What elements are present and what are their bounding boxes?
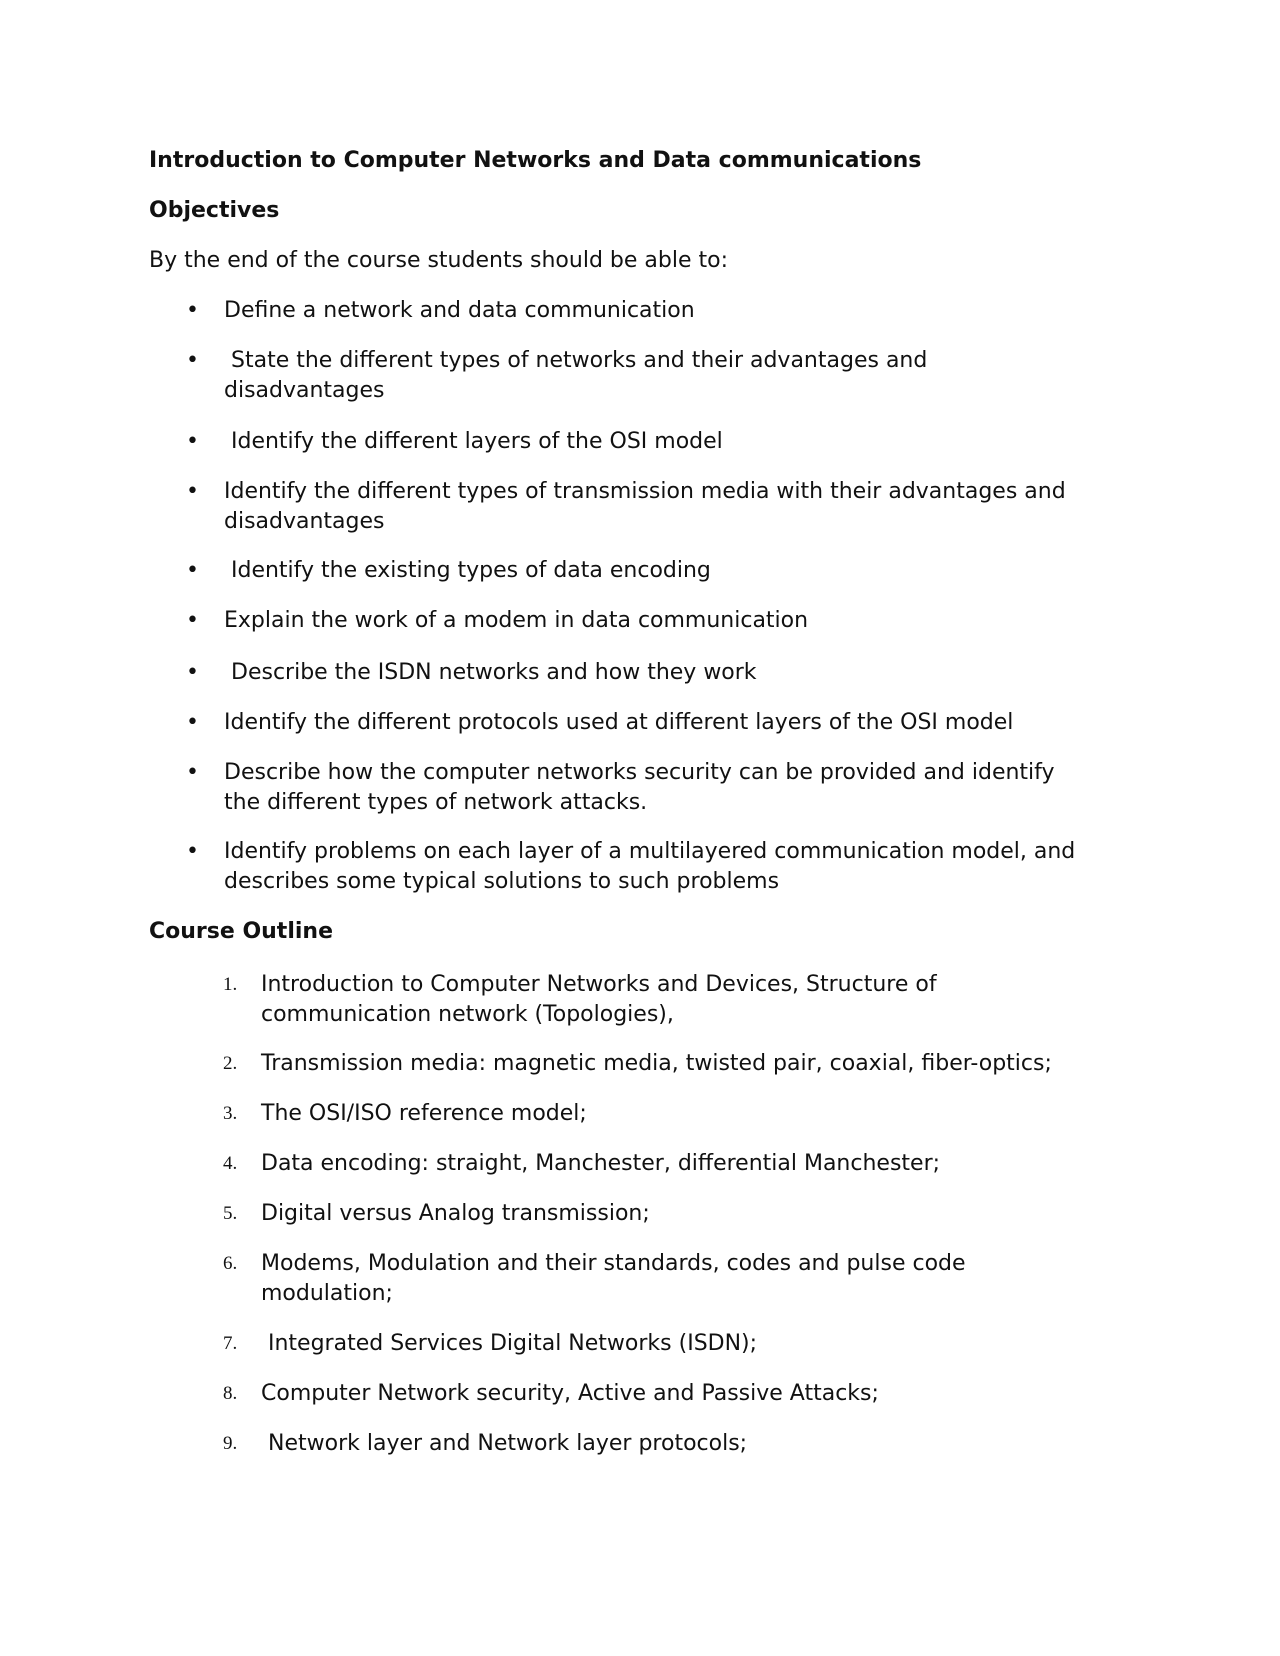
outline-text: Data encoding: straight, Manchester, differential Manchester; — [261, 1151, 941, 1176]
objective-text: Explain the work of a modem in data communication — [224, 608, 809, 633]
objective-text: Identify the different layers of the OSI model — [224, 429, 723, 454]
objective-text: State the different types of networks and their advantages and disadvantages — [224, 348, 928, 403]
objective-text: Describe the ISDN networks and how they work — [224, 660, 757, 685]
bullet-marker: • — [186, 429, 199, 454]
outline-text: Transmission media: magnetic media, twisted pair, coaxial, fiber-optics; — [261, 1051, 1052, 1076]
bullet-marker: • — [186, 760, 199, 785]
bullet-marker: • — [186, 710, 199, 735]
outline-text: Modems, Modulation and their standards, codes and pulse code modulation; — [261, 1251, 966, 1306]
intro-sentence: By the end of the course students should be able to: — [149, 248, 728, 273]
objective-text: Identify the different types of transmission media with their advantages and disadvantages — [224, 479, 1066, 534]
bullet-marker: • — [186, 558, 199, 583]
objective-text: Describe how the computer networks security can be provided and identify the different types of network attacks. — [224, 760, 1055, 815]
list-number: 3. — [223, 1103, 238, 1124]
bullet-marker: • — [186, 479, 199, 504]
objective-text: Identify the different protocols used at different layers of the OSI model — [224, 710, 1014, 735]
outline-text: Network layer and Network layer protocols; — [261, 1431, 748, 1456]
bullet-marker: • — [186, 660, 199, 685]
bullet-marker: • — [186, 348, 199, 373]
bullet-marker: • — [186, 298, 199, 323]
objective-text: Identify problems on each layer of a multilayered communication model, and describes some typical solutions to such problems — [224, 839, 1076, 894]
objectives-heading: Objectives — [149, 198, 280, 223]
list-number: 2. — [223, 1053, 238, 1074]
outline-text: The OSI/ISO reference model; — [261, 1101, 587, 1126]
outline-text: Computer Network security, Active and Passive Attacks; — [261, 1381, 879, 1406]
bullet-marker: • — [186, 839, 199, 864]
outline-text: Digital versus Analog transmission; — [261, 1201, 650, 1226]
list-number: 9. — [223, 1433, 238, 1454]
list-number: 7. — [223, 1333, 238, 1354]
outline-text: Integrated Services Digital Networks (ISDN); — [261, 1331, 758, 1356]
outline-text: Introduction to Computer Networks and Devices, Structure of communication network (Topologies), — [261, 972, 937, 1027]
course-outline-heading: Course Outline — [149, 919, 333, 944]
bullet-marker: • — [186, 608, 199, 633]
list-number: 6. — [223, 1253, 238, 1274]
list-number: 5. — [223, 1203, 238, 1224]
list-number: 8. — [223, 1383, 238, 1404]
document-title: Introduction to Computer Networks and Data communications — [149, 148, 922, 173]
list-number: 4. — [223, 1153, 238, 1174]
objective-text: Identify the existing types of data encoding — [224, 558, 711, 583]
list-number: 1. — [223, 974, 238, 995]
objective-text: Define a network and data communication — [224, 298, 695, 323]
